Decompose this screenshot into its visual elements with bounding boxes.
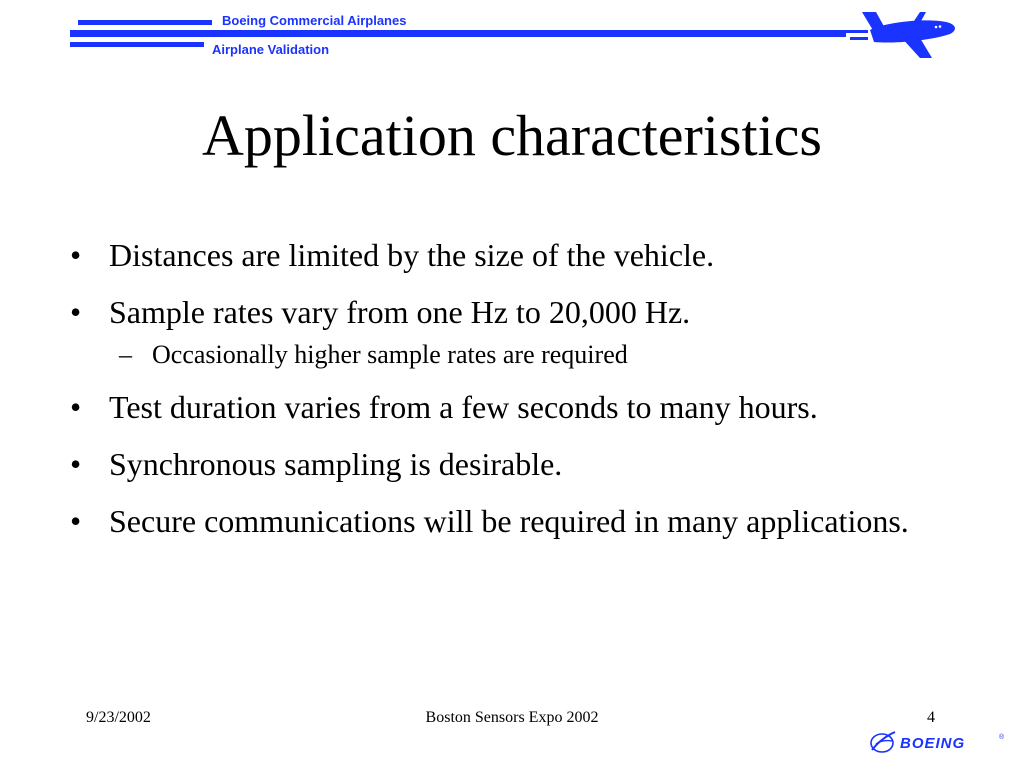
bullet-item: [70, 385, 970, 429]
bullet-marker: •: [70, 389, 82, 425]
bullet-marker: •: [70, 503, 82, 539]
header-rule-bottom: [70, 42, 204, 47]
bullet-marker: •: [70, 446, 82, 482]
bullet-item: [70, 442, 970, 486]
sub-bullet-item: [119, 338, 970, 372]
boeing-wordmark: BOEING: [900, 735, 966, 752]
sub-bullet-marker: –: [119, 340, 132, 369]
header-rule-main: [70, 30, 846, 37]
bullet-item: [70, 233, 970, 277]
bullet-text: Sample rates vary from one Hz to 20,000 Hz.: [109, 294, 691, 330]
slide-title: Application characteristics: [201, 103, 823, 168]
bullet-text: Test duration varies from a few seconds to many hours.: [109, 389, 818, 425]
header-company: Boeing Commercial Airplanes: [222, 13, 407, 28]
bullet-marker: •: [70, 237, 82, 273]
sub-bullet-text: Occasionally higher sample rates are required: [152, 340, 628, 369]
bullet-item: [70, 499, 970, 543]
bullet-text: Distances are limited by the size of the vehicle.: [109, 237, 715, 273]
header-rule-top: [78, 20, 212, 25]
footer-date: 9/23/2002: [86, 709, 151, 726]
bullet-marker: •: [70, 294, 82, 330]
bullet-item: [70, 290, 970, 334]
registered-mark: ®: [999, 734, 1005, 741]
bullet-list: [70, 233, 970, 556]
bullet-text: Secure communications will be required in many applications.: [109, 503, 909, 539]
header-division: Airplane Validation: [212, 42, 330, 57]
boeing-logo-icon: [868, 728, 1008, 756]
airplane-icon: [846, 8, 958, 60]
page-number: 4: [927, 709, 935, 726]
footer-event: Boston Sensors Expo 2002: [425, 709, 599, 726]
bullet-text: Synchronous sampling is desirable.: [109, 446, 563, 482]
